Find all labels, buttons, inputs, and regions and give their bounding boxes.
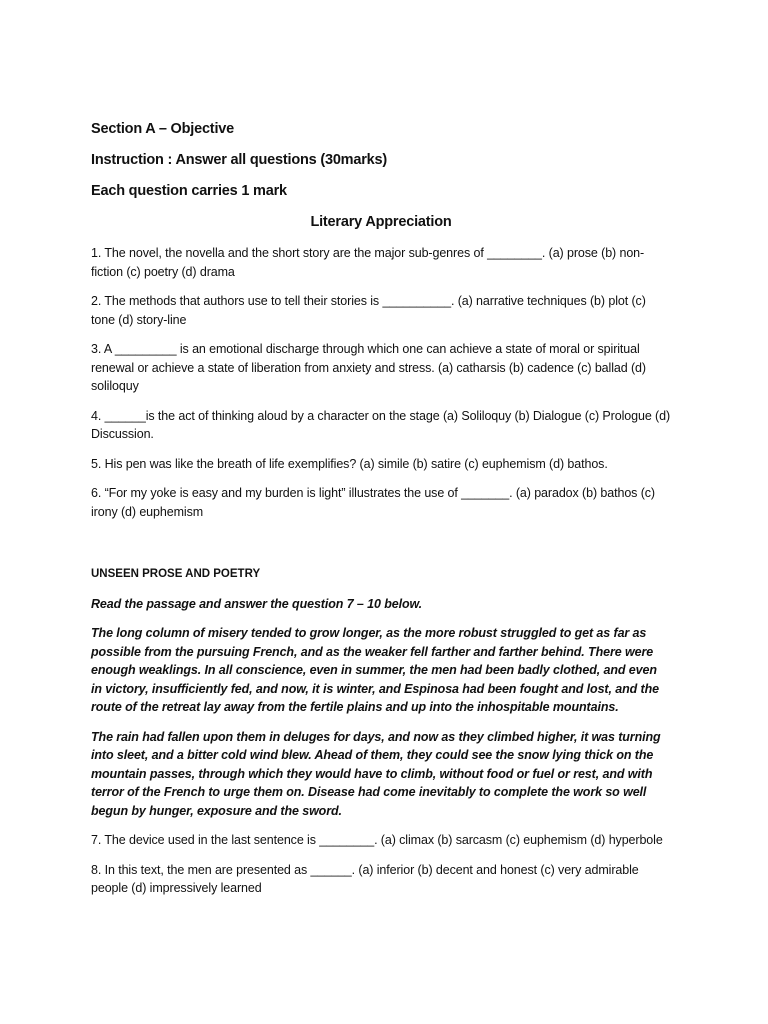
passage-instruction: Read the passage and answer the question 7 – 10 below. [91, 596, 423, 611]
marks-note: Each question carries 1 mark [91, 183, 287, 199]
question-7: 7. The device used in the last sentence is ________. (a) climax (b) sarcasm (c) euphemism (d) hyperbole [91, 833, 663, 847]
section-heading: Section A – Objective [91, 121, 234, 137]
document-page [91, 120, 671, 909]
question-6: 6. “For my yoke is easy and my burden is light” illustrates the use of _______. (a) paradox (b) bathos (c) irony (d) euphemism [91, 486, 655, 519]
question-4: 4. ______is the act of thinking aloud by a character on the stage (a) Soliloquy (b) Dialogue (c) Prologue (d) Discussion. [91, 408, 671, 441]
unseen-section-title: UNSEEN PROSE AND POETRY [91, 568, 261, 580]
question-5: 5. His pen was like the breath of life exemplifies? (a) simile (b) satire (c) euphemism (d) bathos. [91, 456, 608, 471]
instruction-heading: Instruction : Answer all questions (30marks) [91, 152, 388, 168]
passage-paragraph-1: The long column of misery tended to grow longer, as the more robust struggled to get as far as possible from the pursuing French, and as the weaker fell farther and farther behind. There were enough weaklings. In all conscience, even in summer, the men had been badly clothed, and even in victory, insufficiently fed, and now, it is winter, and Espinosa had been fought and lost, and the route of the retreat lay away from the fertile plains and up into the inhospitable mountains. [91, 626, 659, 714]
question-2: 2. The methods that authors use to tell their stories is __________. (a) narrative techniques (b) plot (c) tone (d) story-line [91, 294, 646, 327]
question-3: 3. A _________ is an emotional discharge through which one can achieve a state of moral or spiritual renewal or achieve a state of liberation from anxiety and stress. (a) catharsis (b) cadence (c) ballad (d) soliloquy [91, 342, 646, 393]
question-1: 1. The novel, the novella and the short story are the major sub-genres of ________. (a) prose (b) non-fiction (c) poetry (d) drama [91, 246, 645, 279]
subtitle-literary-appreciation: Literary Appreciation [310, 214, 452, 230]
question-8: 8. In this text, the men are presented as ______. (a) inferior (b) decent and honest (c) very admirable people (d) impressively learned [91, 862, 639, 895]
passage-paragraph-2: The rain had fallen upon them in deluges for days, and now as they climbed higher, it was turning into sleet, and a bitter cold wind blew. Ahead of them, they could see the snow lying thick on the mountain passes, through which they would have to climb, without food or fuel or rest, and with terror of the French to urge them on. Disease had come inevitably to complete the work so well begun by hunger, exposure and the sword. [91, 729, 661, 818]
